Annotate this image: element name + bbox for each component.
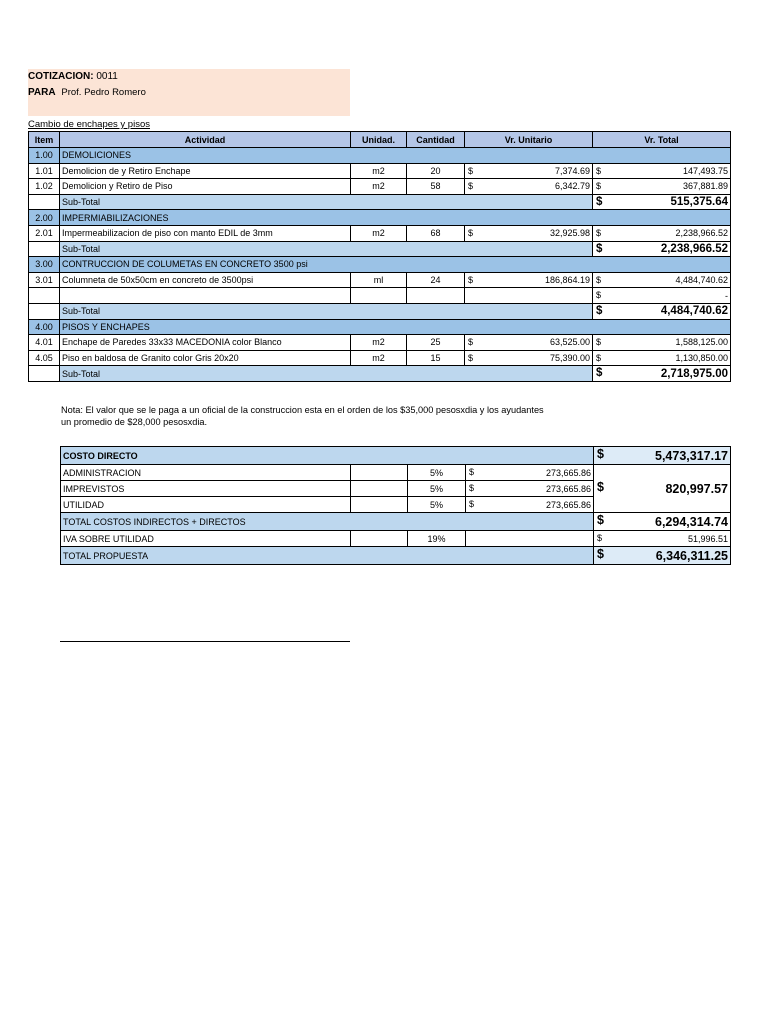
row-unitario-value: 186,864.19 bbox=[544, 275, 590, 286]
subtotal-label: Sub-Total bbox=[60, 303, 593, 319]
total-propuesta-amount: 6,346,311.25 bbox=[655, 548, 728, 563]
para-value: Prof. Pedro Romero bbox=[61, 87, 146, 98]
costo-directo-value bbox=[594, 447, 731, 465]
currency-sign: $ bbox=[596, 337, 602, 348]
row-cantidad: 58 bbox=[407, 179, 465, 195]
row-total-value: 1,130,850.00 bbox=[675, 353, 728, 364]
table-header-row bbox=[29, 132, 731, 148]
currency-sign: $ bbox=[468, 181, 474, 192]
currency-sign: $ bbox=[596, 352, 602, 363]
imprevistos-label: IMPREVISTOS bbox=[61, 481, 351, 497]
subtotal-row bbox=[29, 194, 731, 210]
row-total-value: 367,881.89 bbox=[682, 181, 728, 192]
row-unidad: m2 bbox=[351, 350, 407, 366]
row-cantidad: 15 bbox=[407, 350, 465, 366]
row-total bbox=[593, 225, 731, 241]
para-label: PARA bbox=[28, 87, 56, 98]
costo-directo-amount: 5,473,317.17 bbox=[655, 448, 728, 463]
cotizacion-line bbox=[28, 71, 118, 82]
row-unitario bbox=[465, 163, 593, 179]
imprevistos-amount: 273,665.86 bbox=[545, 483, 591, 494]
row-item: 1.02 bbox=[29, 179, 60, 195]
currency-sign: $ bbox=[596, 195, 603, 208]
table-row bbox=[29, 335, 731, 351]
row-unidad: m2 bbox=[351, 225, 407, 241]
table-row bbox=[29, 179, 731, 195]
table-row bbox=[29, 350, 731, 366]
row-cantidad: 24 bbox=[407, 272, 465, 288]
row-cantidad: 20 bbox=[407, 163, 465, 179]
row-cantidad: 68 bbox=[407, 225, 465, 241]
section-item: 3.00 bbox=[29, 257, 60, 273]
row-total bbox=[593, 179, 731, 195]
table-row bbox=[29, 225, 731, 241]
currency-sign: $ bbox=[597, 513, 604, 527]
utilidad-amount: 273,665.86 bbox=[545, 499, 591, 510]
utilidad-value bbox=[466, 497, 594, 513]
section-name: DEMOLICIONES bbox=[60, 148, 731, 164]
subtotal-value bbox=[593, 303, 731, 319]
iva-amount: 51,996.51 bbox=[687, 533, 728, 544]
row-unidad: ml bbox=[351, 272, 407, 288]
row-unitario bbox=[465, 179, 593, 195]
currency-sign: $ bbox=[596, 304, 603, 317]
row-total-value: 1,588,125.00 bbox=[675, 337, 728, 348]
row-unidad: m2 bbox=[351, 335, 407, 351]
row-unitario bbox=[465, 225, 593, 241]
table-row bbox=[29, 163, 731, 179]
row-item: 3.01 bbox=[29, 272, 60, 288]
administracion-amount: 273,665.86 bbox=[545, 467, 591, 478]
subtotal-amount: 2,718,975.00 bbox=[660, 367, 728, 380]
subtotal-label: Sub-Total bbox=[60, 194, 593, 210]
currency-sign: $ bbox=[597, 547, 604, 561]
currency-sign: $ bbox=[596, 181, 602, 192]
note-line-2: un promedio de $28,000 pesosxdia. bbox=[61, 417, 208, 427]
iva-label: IVA SOBRE UTILIDAD bbox=[61, 531, 351, 547]
currency-sign: $ bbox=[596, 367, 603, 380]
iva-value bbox=[594, 531, 731, 547]
section-item: 4.00 bbox=[29, 319, 60, 335]
row-total bbox=[593, 272, 731, 288]
subtotal-row bbox=[29, 303, 731, 319]
subtotal-amount: 515,375.64 bbox=[670, 196, 728, 209]
section-row bbox=[29, 210, 731, 226]
iva-pct: 19% bbox=[408, 531, 466, 547]
total-propuesta-row bbox=[61, 547, 731, 565]
col-header-total: Vr. Total bbox=[593, 132, 731, 148]
total-propuesta-label: TOTAL PROPUESTA bbox=[61, 547, 594, 565]
row-item: 2.01 bbox=[29, 225, 60, 241]
total-costos-value bbox=[594, 513, 731, 531]
currency-sign: $ bbox=[469, 499, 475, 509]
note-line-1: Nota: El valor que se le paga a un oficial de la construccion esta en el orden de los $35,000 pesosxdia y los ayudantes bbox=[61, 405, 544, 415]
row-actividad: Piso en baldosa de Granito color Gris 20x20 bbox=[60, 350, 351, 366]
row-item: 4.01 bbox=[29, 335, 60, 351]
currency-sign: $ bbox=[596, 274, 602, 285]
row-total bbox=[593, 350, 731, 366]
row-unitario-value: 63,525.00 bbox=[549, 337, 590, 348]
row-actividad: Enchape de Paredes 33x33 MACEDONIA color Blanco bbox=[60, 335, 351, 351]
costo-directo-row bbox=[61, 447, 731, 465]
signature-line bbox=[60, 641, 350, 642]
cotizacion-number: 0011 bbox=[96, 71, 118, 82]
quote-table bbox=[28, 131, 731, 382]
subtotal-label: Sub-Total bbox=[60, 241, 593, 257]
row-cantidad: 25 bbox=[407, 335, 465, 351]
administracion-value bbox=[466, 465, 594, 481]
subtotal-amount: 4,484,740.62 bbox=[660, 305, 728, 318]
subtotal-amount: 2,238,966.52 bbox=[660, 242, 728, 255]
blank-row-total bbox=[593, 288, 731, 304]
utilidad-pct: 5% bbox=[408, 497, 466, 513]
section-item: 2.00 bbox=[29, 210, 60, 226]
section-item: 1.00 bbox=[29, 148, 60, 164]
cotizacion-label: COTIZACION: bbox=[28, 71, 94, 82]
administracion-pct: 5% bbox=[408, 465, 466, 481]
subtotal-value bbox=[593, 194, 731, 210]
row-total bbox=[593, 163, 731, 179]
total-costos-label: TOTAL COSTOS INDIRECTOS + DIRECTOS bbox=[61, 513, 594, 531]
row-unitario-value: 75,390.00 bbox=[549, 353, 590, 364]
currency-sign: $ bbox=[597, 533, 603, 543]
row-unidad: m2 bbox=[351, 163, 407, 179]
subtotal-value bbox=[593, 241, 731, 257]
row-total-value: 147,493.75 bbox=[682, 165, 728, 176]
total-costos-amount: 6,294,314.74 bbox=[655, 514, 728, 529]
currency-sign: $ bbox=[596, 227, 602, 238]
currency-sign: $ bbox=[596, 165, 602, 176]
row-unitario bbox=[465, 272, 593, 288]
currency-sign: $ bbox=[596, 242, 603, 255]
currency-sign: $ bbox=[596, 290, 602, 301]
row-item: 4.05 bbox=[29, 350, 60, 366]
iva-row bbox=[61, 531, 731, 547]
currency-sign: $ bbox=[597, 447, 604, 461]
row-actividad: Columneta de 50x50cm en concreto de 3500psi bbox=[60, 272, 351, 288]
col-header-actividad: Actividad bbox=[60, 132, 351, 148]
administracion-row bbox=[61, 465, 731, 481]
currency-sign: $ bbox=[468, 337, 474, 348]
currency-sign: $ bbox=[468, 352, 474, 363]
section-row bbox=[29, 148, 731, 164]
table-row bbox=[29, 272, 731, 288]
section-name: CONTRUCCION DE COLUMETAS EN CONCRETO 3500 psi bbox=[60, 257, 731, 273]
quote-header bbox=[28, 69, 350, 116]
imprevistos-value bbox=[466, 481, 594, 497]
row-total-value: 2,238,966.52 bbox=[675, 228, 728, 239]
row-total bbox=[593, 335, 731, 351]
row-unitario-value: 32,925.98 bbox=[549, 228, 590, 239]
para-line bbox=[28, 87, 146, 98]
section-name: PISOS Y ENCHAPES bbox=[60, 319, 731, 335]
subtotal-row bbox=[29, 366, 731, 382]
row-unitario-value: 6,342.79 bbox=[554, 181, 590, 192]
blank-row bbox=[29, 288, 731, 304]
costo-directo-label: COSTO DIRECTO bbox=[61, 447, 594, 465]
summary-table bbox=[60, 446, 731, 565]
col-header-unidad: Unidad. bbox=[351, 132, 407, 148]
currency-sign: $ bbox=[469, 467, 475, 477]
blank-row-total-value: - bbox=[725, 290, 728, 301]
indirectos-total bbox=[594, 465, 731, 513]
utilidad-label: UTILIDAD bbox=[61, 497, 351, 513]
total-propuesta-value bbox=[594, 547, 731, 565]
row-unidad: m2 bbox=[351, 179, 407, 195]
subtotal-value bbox=[593, 366, 731, 382]
row-item: 1.01 bbox=[29, 163, 60, 179]
row-unitario bbox=[465, 350, 593, 366]
col-header-unitario: Vr. Unitario bbox=[465, 132, 593, 148]
row-actividad: Impermeabilizacion de piso con manto EDIL de 3mm bbox=[60, 225, 351, 241]
administracion-label: ADMINISTRACION bbox=[61, 465, 351, 481]
col-header-cantidad: Cantidad bbox=[407, 132, 465, 148]
total-costos-row bbox=[61, 513, 731, 531]
currency-sign: $ bbox=[468, 274, 474, 285]
row-unitario-value: 7,374.69 bbox=[554, 165, 590, 176]
imprevistos-pct: 5% bbox=[408, 481, 466, 497]
section-name: IMPERMIABILIZACIONES bbox=[60, 210, 731, 226]
section-title: Cambio de enchapes y pisos bbox=[28, 119, 150, 130]
currency-sign: $ bbox=[597, 480, 604, 494]
col-header-item: Item bbox=[29, 132, 60, 148]
row-unitario bbox=[465, 335, 593, 351]
currency-sign: $ bbox=[468, 227, 474, 238]
row-actividad: Demolicion de y Retiro Enchape bbox=[60, 163, 351, 179]
subtotal-label: Sub-Total bbox=[60, 366, 593, 382]
subtotal-row bbox=[29, 241, 731, 257]
currency-sign: $ bbox=[468, 165, 474, 176]
section-row bbox=[29, 257, 731, 273]
row-actividad: Demolicion y Retiro de Piso bbox=[60, 179, 351, 195]
indirectos-amount: 820,997.57 bbox=[665, 481, 728, 496]
section-row bbox=[29, 319, 731, 335]
row-total-value: 4,484,740.62 bbox=[675, 275, 728, 286]
note bbox=[61, 404, 621, 428]
currency-sign: $ bbox=[469, 483, 475, 493]
